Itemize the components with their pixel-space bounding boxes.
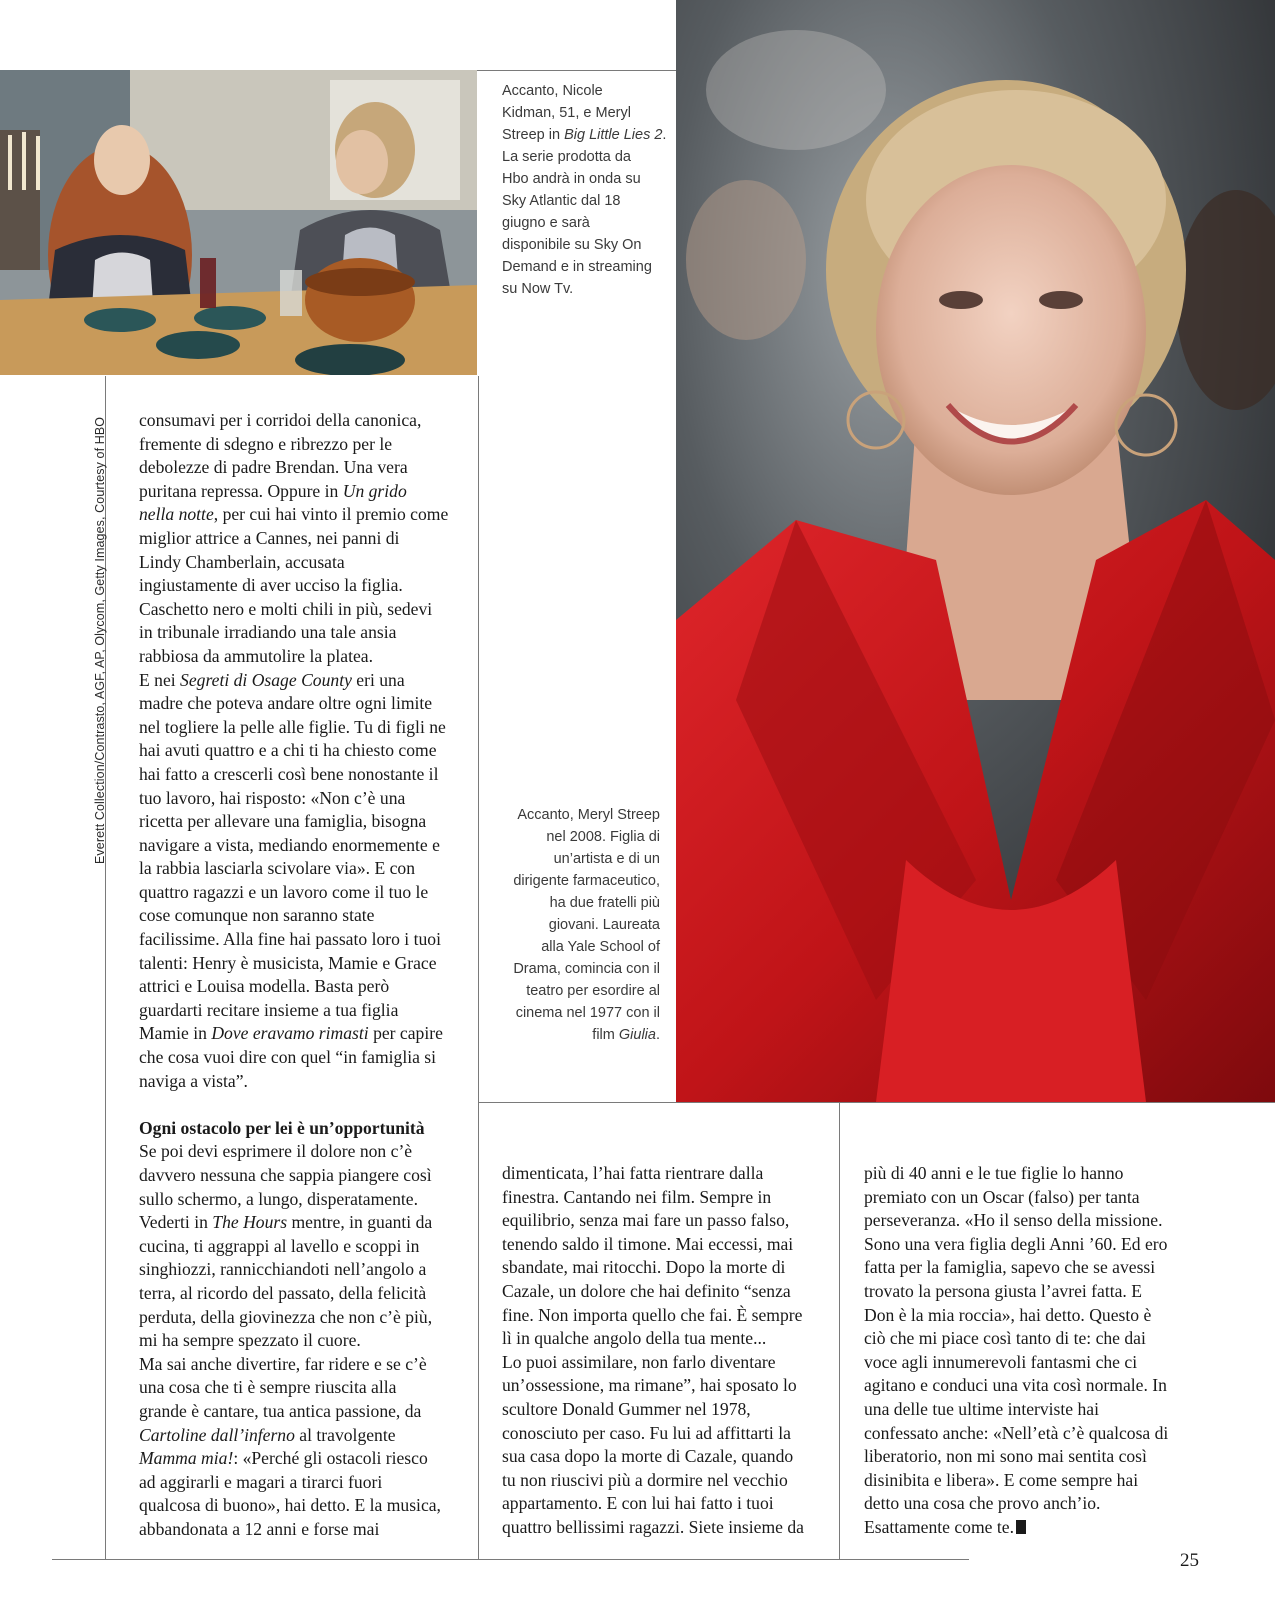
- photo-meryl-streep-illustration: [676, 0, 1275, 1102]
- column-1: [139, 409, 474, 1542]
- rule-column-1-2: [478, 376, 479, 1560]
- caption-top: Accanto, Nicole Kidman, 51, e Meryl Streep in Big Little Lies 2. La serie prodotta da Hbo andrà in onda su Sky Atlantic dal 18 giugno e sarà disponibile su Sky On Demand e in streaming su Now Tv.: [502, 83, 667, 297]
- photo-kidman-streep-illustration: [0, 70, 477, 375]
- rule-top-caption: [477, 70, 676, 71]
- caption-side: Accanto, Meryl Streep nel 2008. Figlia di un’artista e di un dirigente farmaceutico, ha due fratelli più giovani. Laureata alla Yale School of Drama, comincia con il teatro per esordire al cinema nel 1977 con il film Giulia.: [513, 807, 660, 1043]
- column-1-paragraph-2: Ogni ostacolo per lei è un’opportunità Se poi devi esprimere il dolore non c’è davvero nessuna che sappia piangere così sullo schermo, a lungo, disperatamente. Vederti in The Hours mentre, in guanti da cucina, ti aggrappi al lavello e scoppi in singhiozzi, rannicchiandoti nell’angolo a terra, al ricordo del passato, della felicità perduta, della giovinezza che non c’è più, mi ha sempre spezzato il cuore. Ma sai anche divertire, far ridere e se c’è una cosa che ti è sempre riuscita alla grande è cantare, tua antica passione, da Cartoline dall’inferno al travolgente Mamma mia!: «Perché gli ostacoli riesco ad aggirarli e magari a tirarci fuori qualcosa di buono», hai detto. E la musica, abbandonata a 12 anni e forse mai: [139, 1117, 441, 1539]
- column-3: [864, 1162, 1204, 1540]
- rule-column-2-3: [839, 1102, 840, 1560]
- page-number: 25: [1180, 1550, 1199, 1571]
- column-3-paragraph: più di 40 anni e le tue figlie lo hanno premiato con un Oscar (falso) per tanta perseveranza. «Ho il senso della missione. Sono una vera figlia degli Anni ’60. Ed ero fatta per la famiglia, sapevo che se avessi trovato la persona giusta l’avrei fatta. E Don è la mia roccia», hai detto. Questo è ciò che mi piace così tanto di te: che dai voce agli innumerevoli fantasmi che ci agitano e conduci una vita così normale. In una delle tue ultime interviste hai confessato anche: «Nell’età c’è qualcosa di liberatorio, non mi sono mai sentita così disinibita e libera». E come sempre hai detto una cosa che provo anch’io. Esattamente come te.: [864, 1163, 1169, 1537]
- photo-meryl-streep: [676, 0, 1275, 1102]
- end-of-article-icon: [1016, 1520, 1026, 1534]
- photo-credit: Everett Collection/Contrasto, AGF, AP, Olycom, Getty Images, Courtesy of HBO: [93, 416, 107, 864]
- rule-bottom-photo: [478, 1102, 1275, 1103]
- column-2-paragraph: dimenticata, l’hai fatta rientrare dalla finestra. Cantando nei film. Sempre in equilibrio, senza mai fare un passo falso, tenendo saldo il timone. Mai eccessi, mai sbandate, mai ritocchi. Dopo la morte di Cazale, un dolore che hai definito “senza fine. Non importa quello che fai. È sempre lì in qualche angolo della tua mente... Lo puoi assimilare, non farlo diventare un’ossessione, ma rimane”, hai sposato lo scultore Donald Gummer nel 1978, conosciuto per caso. Fu lui ad affittarti la sua casa dopo la morte di Cazale, quando tu non riuscivi più a dormire nel vecchio appartamento. E con lui hai fatto i tuoi quattro bellissimi ragazzi. Siete insieme da: [502, 1163, 804, 1537]
- column-1-paragraph-1: consumavi per i corridoi della canonica, fremente di sdegno e ribrezzo per le debolezze di padre Brendan. Una vera puritana repressa. Oppure in Un grido nella notte, per cui hai vinto il premio come miglior attrice a Cannes, nei panni di Lindy Chamberlain, accusata ingiustamente di aver ucciso la figlia. Caschetto nero e molti chili in più, sedevi in tribunale irradiando una tale ansia rabbiosa da ammutolire la platea. E nei Segreti di Osage County eri una madre che poteva andare oltre ogni limite nel togliere la pelle alle figlie. Tu di figli ne hai avuti quattro e a chi ti ha chiesto come hai fatto a crescerli così bene nonostante il tuo lavoro, hai risposto: «Non c’è una ricetta per allevare una famiglia, bisogna navigare a vista, mediando enormemente e la rabbia lasciarla scivolare via». E con quattro ragazzi e un lavoro come il tuo le cose comunque non saranno state facilissime. Alla fine hai passato loro i tuoi talenti: Henry è musicista, Mamie e Grace attrici e Louisa modella. Basta però guardarti recitare insieme a tua figlia Mamie in Dove eravamo rimasti per capire che cosa vuoi dire con quel “in famiglia si naviga a vista”.: [139, 410, 449, 1091]
- column-2: [502, 1162, 837, 1540]
- subhead: Ogni ostacolo per lei è un’opportunità: [139, 1117, 425, 1138]
- photo-kidman-streep: [0, 70, 477, 375]
- rule-footer: [52, 1559, 969, 1560]
